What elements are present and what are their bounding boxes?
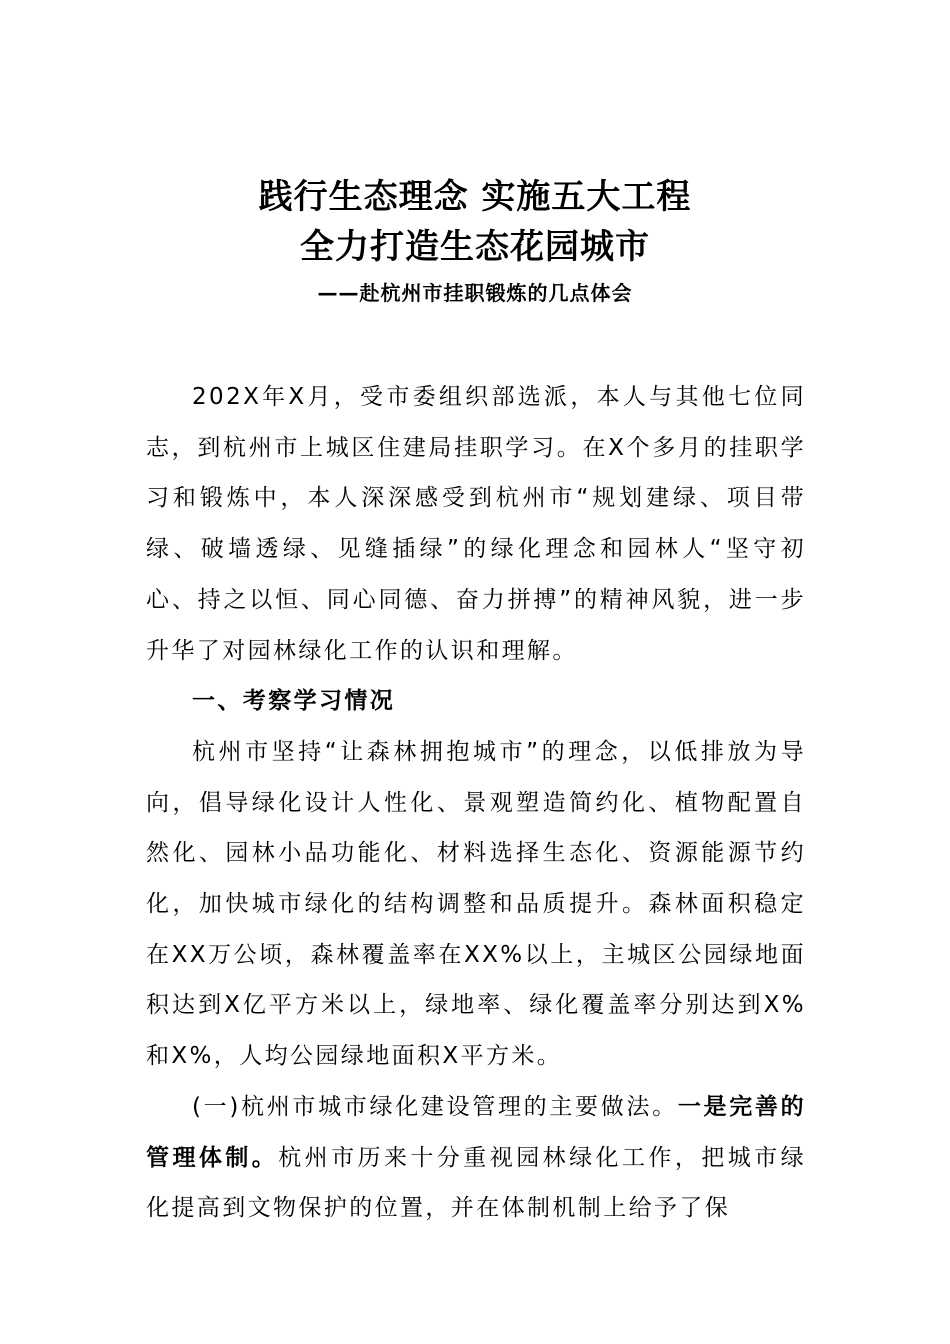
- intro-paragraph: 202X年X月，受市委组织部选派，本人与其他七位同志，到杭州市上城区住建局挂职学习。在X个多月的挂职学习和锻炼中，本人深深感受到杭州市“规划建绿、项目带绿、破墙透绿、见缝插绿”的绿化理念和园林人“坚守初心、持之以恒、同心同德、奋力拼搏”的精神风貌，进一步升华了对园林绿化工作的认识和理解。: [146, 384, 806, 664]
- subsection-text: 杭州市历来十分重视园林绿化工作，把城市绿化提高到文物保护的位置，并在体制机制上给予了保: [146, 1144, 807, 1222]
- section-heading: 一、考察学习情况: [192, 688, 396, 715]
- document-title-line-1: 践行生态理念 实施五大工程: [258, 177, 692, 217]
- title-block: [0, 172, 950, 308]
- section-paragraph: 杭州市坚持“让森林拥抱城市”的理念，以低排放为导向，倡导绿化设计人性化、景观塑造简约化、植物配置自然化、园林小品功能化、材料选择生态化、资源能源节约化，加快城市绿化的结构调整和品质提升。森林面积稳定在XX万公顷，森林覆盖率在XX%以上，主城区公园绿地面积达到X亿平方米以上，绿地率、绿化覆盖率分别达到X%和X%，人均公园绿地面积X平方米。: [146, 738, 806, 1070]
- document-title-line-2: 全力打造生态花园城市: [300, 227, 650, 267]
- subsection-bold-phrase: 一是完善的管理体制。: [146, 1093, 807, 1171]
- subsection-lead: (一)杭州市城市绿化建设管理的主要做法。: [192, 1093, 678, 1120]
- document-body: [146, 372, 806, 1234]
- subsection-paragraph: [146, 1082, 806, 1234]
- document-subtitle: ——赴杭州市挂职锻炼的几点体会: [317, 281, 633, 305]
